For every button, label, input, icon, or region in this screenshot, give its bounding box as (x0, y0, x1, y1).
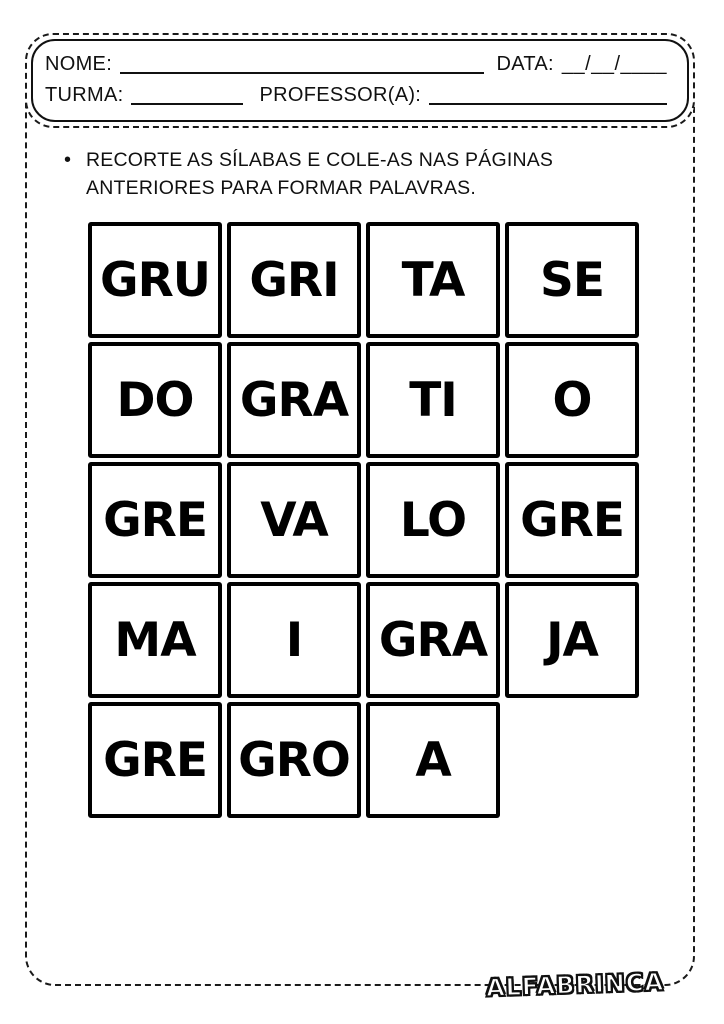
professor-blank-line (429, 86, 667, 105)
syllable-card: GRA (366, 582, 500, 698)
turma-blank-line (131, 86, 243, 105)
header-inner-box (31, 39, 689, 122)
syllable-card: O (505, 342, 639, 458)
nome-blank-line (120, 55, 484, 74)
syllable-card: GRU (88, 222, 222, 338)
bullet-dot: • (64, 149, 72, 171)
syllable-grid (88, 222, 639, 818)
syllable-card: I (227, 582, 361, 698)
syllable-card: GRE (88, 462, 222, 578)
syllable-card: GRE (505, 462, 639, 578)
nome-label: NOME: (45, 52, 113, 75)
syllable-card: VA (227, 462, 361, 578)
syllable-card: MA (88, 582, 222, 698)
syllable-card: JA (505, 582, 639, 698)
header-box (25, 33, 695, 128)
turma-label: TURMA: (45, 83, 124, 106)
syllable-card: DO (88, 342, 222, 458)
professor-label: PROFESSOR(A): (259, 83, 422, 106)
syllable-card: TA (366, 222, 500, 338)
instruction-text: RECORTE AS SÍLABAS E COLE-AS NAS PÁGINAS ANTERIORES PARA FORMAR PALAVRAS. (86, 149, 554, 199)
data-label: DATA: (496, 52, 554, 75)
syllable-card: GRO (227, 702, 361, 818)
syllable-card: TI (366, 342, 500, 458)
header-row-name-date (45, 53, 667, 76)
syllable-card: SE (505, 222, 639, 338)
date-blank: __/__/____ (561, 52, 667, 75)
syllable-card: GRE (88, 702, 222, 818)
syllable-card: GRI (227, 222, 361, 338)
syllable-card: A (366, 702, 500, 818)
header-row-class-teacher (45, 84, 667, 107)
syllable-card: LO (366, 462, 500, 578)
syllable-card: GRA (227, 342, 361, 458)
instruction (64, 146, 626, 202)
brand-logo: ALFABRINCA (485, 967, 665, 1003)
